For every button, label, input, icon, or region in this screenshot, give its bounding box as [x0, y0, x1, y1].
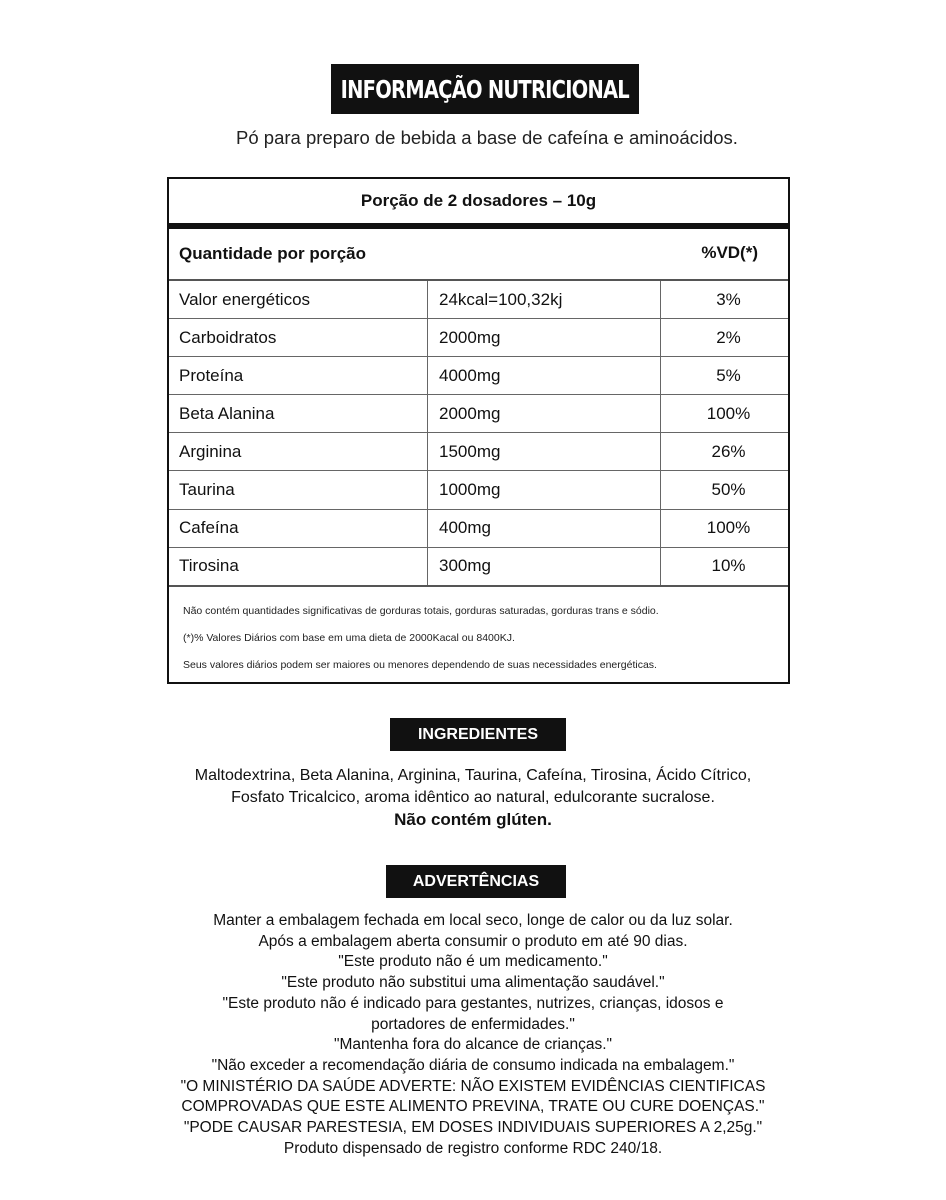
warning-line: "PODE CAUSAR PARESTESIA, EM DOSES INDIVIDUAIS SUPERIORES A 2,25g." — [183, 1119, 763, 1137]
nutrient-name: Arginina — [169, 433, 428, 470]
nutrition-table — [167, 177, 790, 684]
ingredients-text — [0, 765, 946, 831]
quantity-header — [169, 229, 788, 279]
page-title: INFORMAÇÃO NUTRICIONAL — [340, 74, 630, 104]
nutrient-amount: 4000mg — [428, 357, 661, 394]
table-row — [169, 471, 788, 509]
nutrient-name: Valor energéticos — [169, 281, 428, 318]
warning-line: portadores de enfermidades." — [371, 1015, 575, 1033]
page-title-box — [331, 64, 639, 114]
nutrient-vd: 26% — [711, 441, 746, 461]
nutrient-vd: 5% — [716, 365, 741, 385]
warning-line: "O MINISTÉRIO DA SAÚDE ADVERTE: NÃO EXISTEM EVIDÊNCIAS CIENTIFICAS — [180, 1077, 766, 1095]
warning-line: "Mantenha fora do alcance de crianças." — [333, 1036, 613, 1054]
quantity-per-portion-label: Quantidade por porção — [179, 244, 367, 263]
nutrient-vd: 2% — [716, 327, 741, 347]
vd-label: %VD(*) — [701, 243, 758, 262]
table-row — [169, 319, 788, 357]
note-line: Não contém quantidades significativas de gorduras totais, gorduras saturadas, gorduras trans e sódio. — [183, 605, 659, 617]
warning-line: Produto dispensado de registro conforme RDC 240/18. — [283, 1139, 663, 1157]
nutrient-amount: 1000mg — [428, 471, 661, 508]
warnings-text — [0, 911, 946, 1159]
ingredients-line: Maltodextrina, Beta Alanina, Arginina, Taurina, Cafeína, Tirosina, Ácido Cítrico, — [194, 767, 752, 784]
nutrient-name: Proteína — [169, 357, 428, 394]
nutrient-amount: 300mg — [428, 548, 661, 585]
warning-line: "Não exceder a recomendação diária de consumo indicada na embalagem." — [211, 1056, 735, 1074]
portion-label: Porção de 2 dosadores – 10g — [169, 179, 788, 229]
nutrient-vd: 100% — [706, 403, 751, 423]
nutrient-name: Beta Alanina — [169, 395, 428, 432]
ingredients-line: Fosfato Tricalcico, aroma idêntico ao natural, edulcorante sucralose. — [231, 789, 715, 806]
nutrient-name: Carboidratos — [169, 319, 428, 356]
table-row — [169, 281, 788, 319]
nutrient-amount: 400mg — [428, 510, 661, 547]
nutrient-vd: 100% — [706, 518, 751, 538]
warning-line: "Este produto não é um medicamento." — [338, 953, 608, 971]
warnings-heading: ADVERTÊNCIAS — [386, 865, 566, 898]
table-row — [169, 548, 788, 587]
nutrient-amount: 24kcal=100,32kj — [428, 281, 661, 318]
note-line: Seus valores diários podem ser maiores ou menores dependendo de suas necessidades energéticas. — [183, 659, 657, 671]
note-line: (*)% Valores Diários com base em uma dieta de 2000Kacal ou 8400KJ. — [183, 632, 515, 644]
nutrient-amount: 1500mg — [428, 433, 661, 470]
table-row — [169, 433, 788, 471]
nutrient-name: Cafeína — [169, 510, 428, 547]
warning-line: "Este produto não é indicado para gestantes, nutrizes, crianças, idosos e — [222, 994, 724, 1012]
nutrient-vd: 10% — [711, 556, 746, 576]
warning-line: Após a embalagem aberta consumir o produto em até 90 dias. — [258, 932, 688, 950]
table-notes — [183, 603, 778, 684]
table-row — [169, 395, 788, 433]
nutrient-amount: 2000mg — [428, 319, 661, 356]
product-subtitle: Pó para preparo de bebida a base de cafeína e aminoácidos. — [236, 127, 738, 148]
warning-line: "Este produto não substitui uma alimentação saudável." — [281, 974, 665, 992]
warning-line: COMPROVADAS QUE ESTE ALIMENTO PREVINA, TRATE OU CURE DOENÇAS." — [181, 1098, 765, 1116]
nutrient-name: Tirosina — [169, 548, 428, 585]
ingredients-heading: INGREDIENTES — [390, 718, 566, 751]
warning-line: Manter a embalagem fechada em local seco, longe de calor ou da luz solar. — [213, 912, 733, 929]
nutrient-vd: 50% — [711, 480, 746, 500]
gluten-notice: Não contém glúten. — [394, 810, 552, 829]
nutrient-name: Taurina — [169, 471, 428, 508]
nutrient-amount: 2000mg — [428, 395, 661, 432]
nutrient-vd: 3% — [716, 289, 741, 309]
nutrient-grid — [169, 279, 788, 587]
table-row — [169, 357, 788, 395]
table-row — [169, 510, 788, 548]
